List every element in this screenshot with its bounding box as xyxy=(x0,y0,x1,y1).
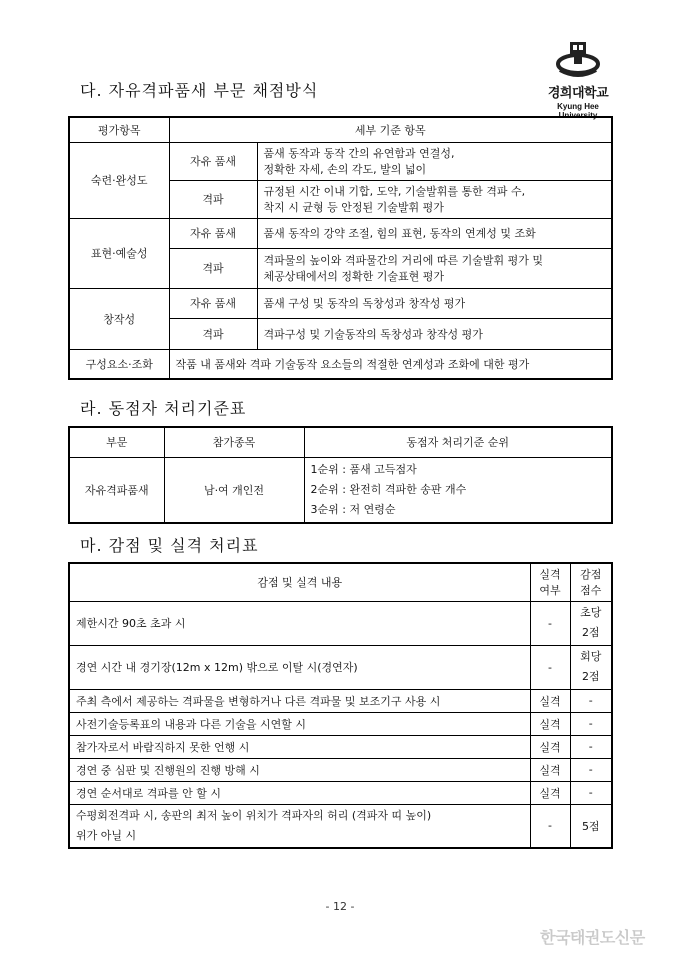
header-event: 참가종목 xyxy=(164,427,304,457)
deduction-value: - xyxy=(570,712,612,735)
penalty-content: 경연 순서대로 격파를 안 할 시 xyxy=(69,781,530,804)
table-header-row xyxy=(69,117,612,142)
deduction-value: - xyxy=(570,781,612,804)
disqualify-value: 실격 xyxy=(530,735,570,758)
penalty-content: 주최 측에서 제공하는 격파물을 변형하거나 다른 격파물 및 보조기구 사용 시 xyxy=(69,689,530,712)
criteria-text: 격파물의 높이와 격파물간의 거리에 따른 기술발휘 평가 및 체공상태에서의 정확한 기술표현 평가 xyxy=(257,248,612,288)
penalty-content: 수평회전격파 시, 송판의 최저 높이 위치가 격파자의 허리 (격파자 띠 높이) 위가 아닐 시 xyxy=(69,804,530,848)
disqualify-value: - xyxy=(530,645,570,689)
deduction-value: 회당 2점 xyxy=(570,645,612,689)
deduction-value: 5점 xyxy=(570,804,612,848)
table-header-row xyxy=(69,563,612,601)
table-row xyxy=(69,712,612,735)
table-row xyxy=(69,758,612,781)
header-deduction: 감점 점수 xyxy=(570,563,612,601)
table-row xyxy=(69,804,612,848)
eval-item: 창작성 xyxy=(69,288,169,349)
penalty-content: 경연 시간 내 경기장(12m x 12m) 밖으로 이탈 시(경연자) xyxy=(69,645,530,689)
table-row xyxy=(69,218,612,248)
section-ma-title: 마. 감점 및 실격 처리표 xyxy=(80,536,259,555)
eval-item: 숙련·완성도 xyxy=(69,142,169,218)
table-row xyxy=(69,601,612,645)
university-logo xyxy=(538,40,618,120)
table-row xyxy=(69,781,612,804)
disqualify-value: 실격 xyxy=(530,758,570,781)
deduction-value: - xyxy=(570,735,612,758)
penalty-content: 참가자로서 바람직하지 못한 언행 시 xyxy=(69,735,530,758)
header-content: 감점 및 실격 내용 xyxy=(69,563,530,601)
eval-item: 표현·예술성 xyxy=(69,218,169,288)
deduction-value: 초당 2점 xyxy=(570,601,612,645)
tiebreak-table xyxy=(68,426,613,524)
table-row xyxy=(69,457,612,523)
deduction-value: - xyxy=(570,689,612,712)
disqualify-value: 실격 xyxy=(530,781,570,804)
event-cell: 남·여 개인전 xyxy=(164,457,304,523)
logo-subtitle: Kyung Hee University xyxy=(557,102,599,120)
section-ra-title: 라. 동점자 처리기준표 xyxy=(80,399,247,418)
table-row xyxy=(69,288,612,318)
disqualify-value: - xyxy=(530,601,570,645)
table-row xyxy=(69,689,612,712)
table-header-row xyxy=(69,427,612,457)
criteria-text: 품새 동작의 강약 조절, 힘의 표현, 동작의 연계성 및 조화 xyxy=(257,218,612,248)
header-eval-item: 평가항목 xyxy=(69,117,169,142)
disqualify-value: 실격 xyxy=(530,712,570,735)
tiebreak-ranks: 1순위 : 품새 고득점자 2순위 : 완전히 격파한 송판 개수 3순위 : 저 연령순 xyxy=(304,457,612,523)
table-row xyxy=(69,142,612,180)
table-row xyxy=(69,645,612,689)
division-cell: 자유격파품새 xyxy=(69,457,164,523)
sub-item: 격파 xyxy=(169,248,257,288)
section-da-title: 다. 자유격파품새 부문 채점방식 xyxy=(80,81,319,100)
logo-name: 경희대학교 xyxy=(547,86,609,101)
table-row xyxy=(69,349,612,379)
penalty-table xyxy=(68,562,613,849)
scoring-table xyxy=(68,116,613,380)
sub-item: 격파 xyxy=(169,318,257,349)
criteria-text: 격파구성 및 기술동작의 독창성과 창작성 평가 xyxy=(257,318,612,349)
penalty-content: 사전기술등록표의 내용과 다른 기술을 시연할 시 xyxy=(69,712,530,735)
criteria-text: 작품 내 품새와 격파 기술동작 요소들의 적절한 연계성과 조화에 대한 평가 xyxy=(169,349,612,379)
table-row xyxy=(69,735,612,758)
penalty-content: 제한시간 90초 초과 시 xyxy=(69,601,530,645)
deduction-value: - xyxy=(570,758,612,781)
disqualify-value: 실격 xyxy=(530,689,570,712)
header-disqualify: 실격 여부 xyxy=(530,563,570,601)
disqualify-value: - xyxy=(530,804,570,848)
header-division: 부문 xyxy=(69,427,164,457)
criteria-text: 품새 구성 및 동작의 독창성과 창작성 평가 xyxy=(257,288,612,318)
criteria-text: 품새 동작과 동작 간의 유연함과 연결성, 정확한 자세, 손의 각도, 발의 넓이 xyxy=(257,142,612,180)
header-criteria: 세부 기준 항목 xyxy=(169,117,612,142)
sub-item: 격파 xyxy=(169,180,257,218)
sub-item: 자유 품새 xyxy=(169,288,257,318)
eval-item: 구성요소·조화 xyxy=(69,349,169,379)
penalty-content: 경연 중 심판 및 진행원의 진행 방해 시 xyxy=(69,758,530,781)
watermark: 한국태권도신문 xyxy=(540,928,645,947)
page-number: - 12 - xyxy=(325,900,355,913)
sub-item: 자유 품새 xyxy=(169,218,257,248)
criteria-text: 규정된 시간 이내 기합, 도약, 기술발휘를 통한 격파 수, 착지 시 균형 등 안정된 기술발휘 평가 xyxy=(257,180,612,218)
sub-item: 자유 품새 xyxy=(169,142,257,180)
crest-icon xyxy=(554,40,602,80)
header-tiebreak: 동점자 처리기준 순위 xyxy=(304,427,612,457)
